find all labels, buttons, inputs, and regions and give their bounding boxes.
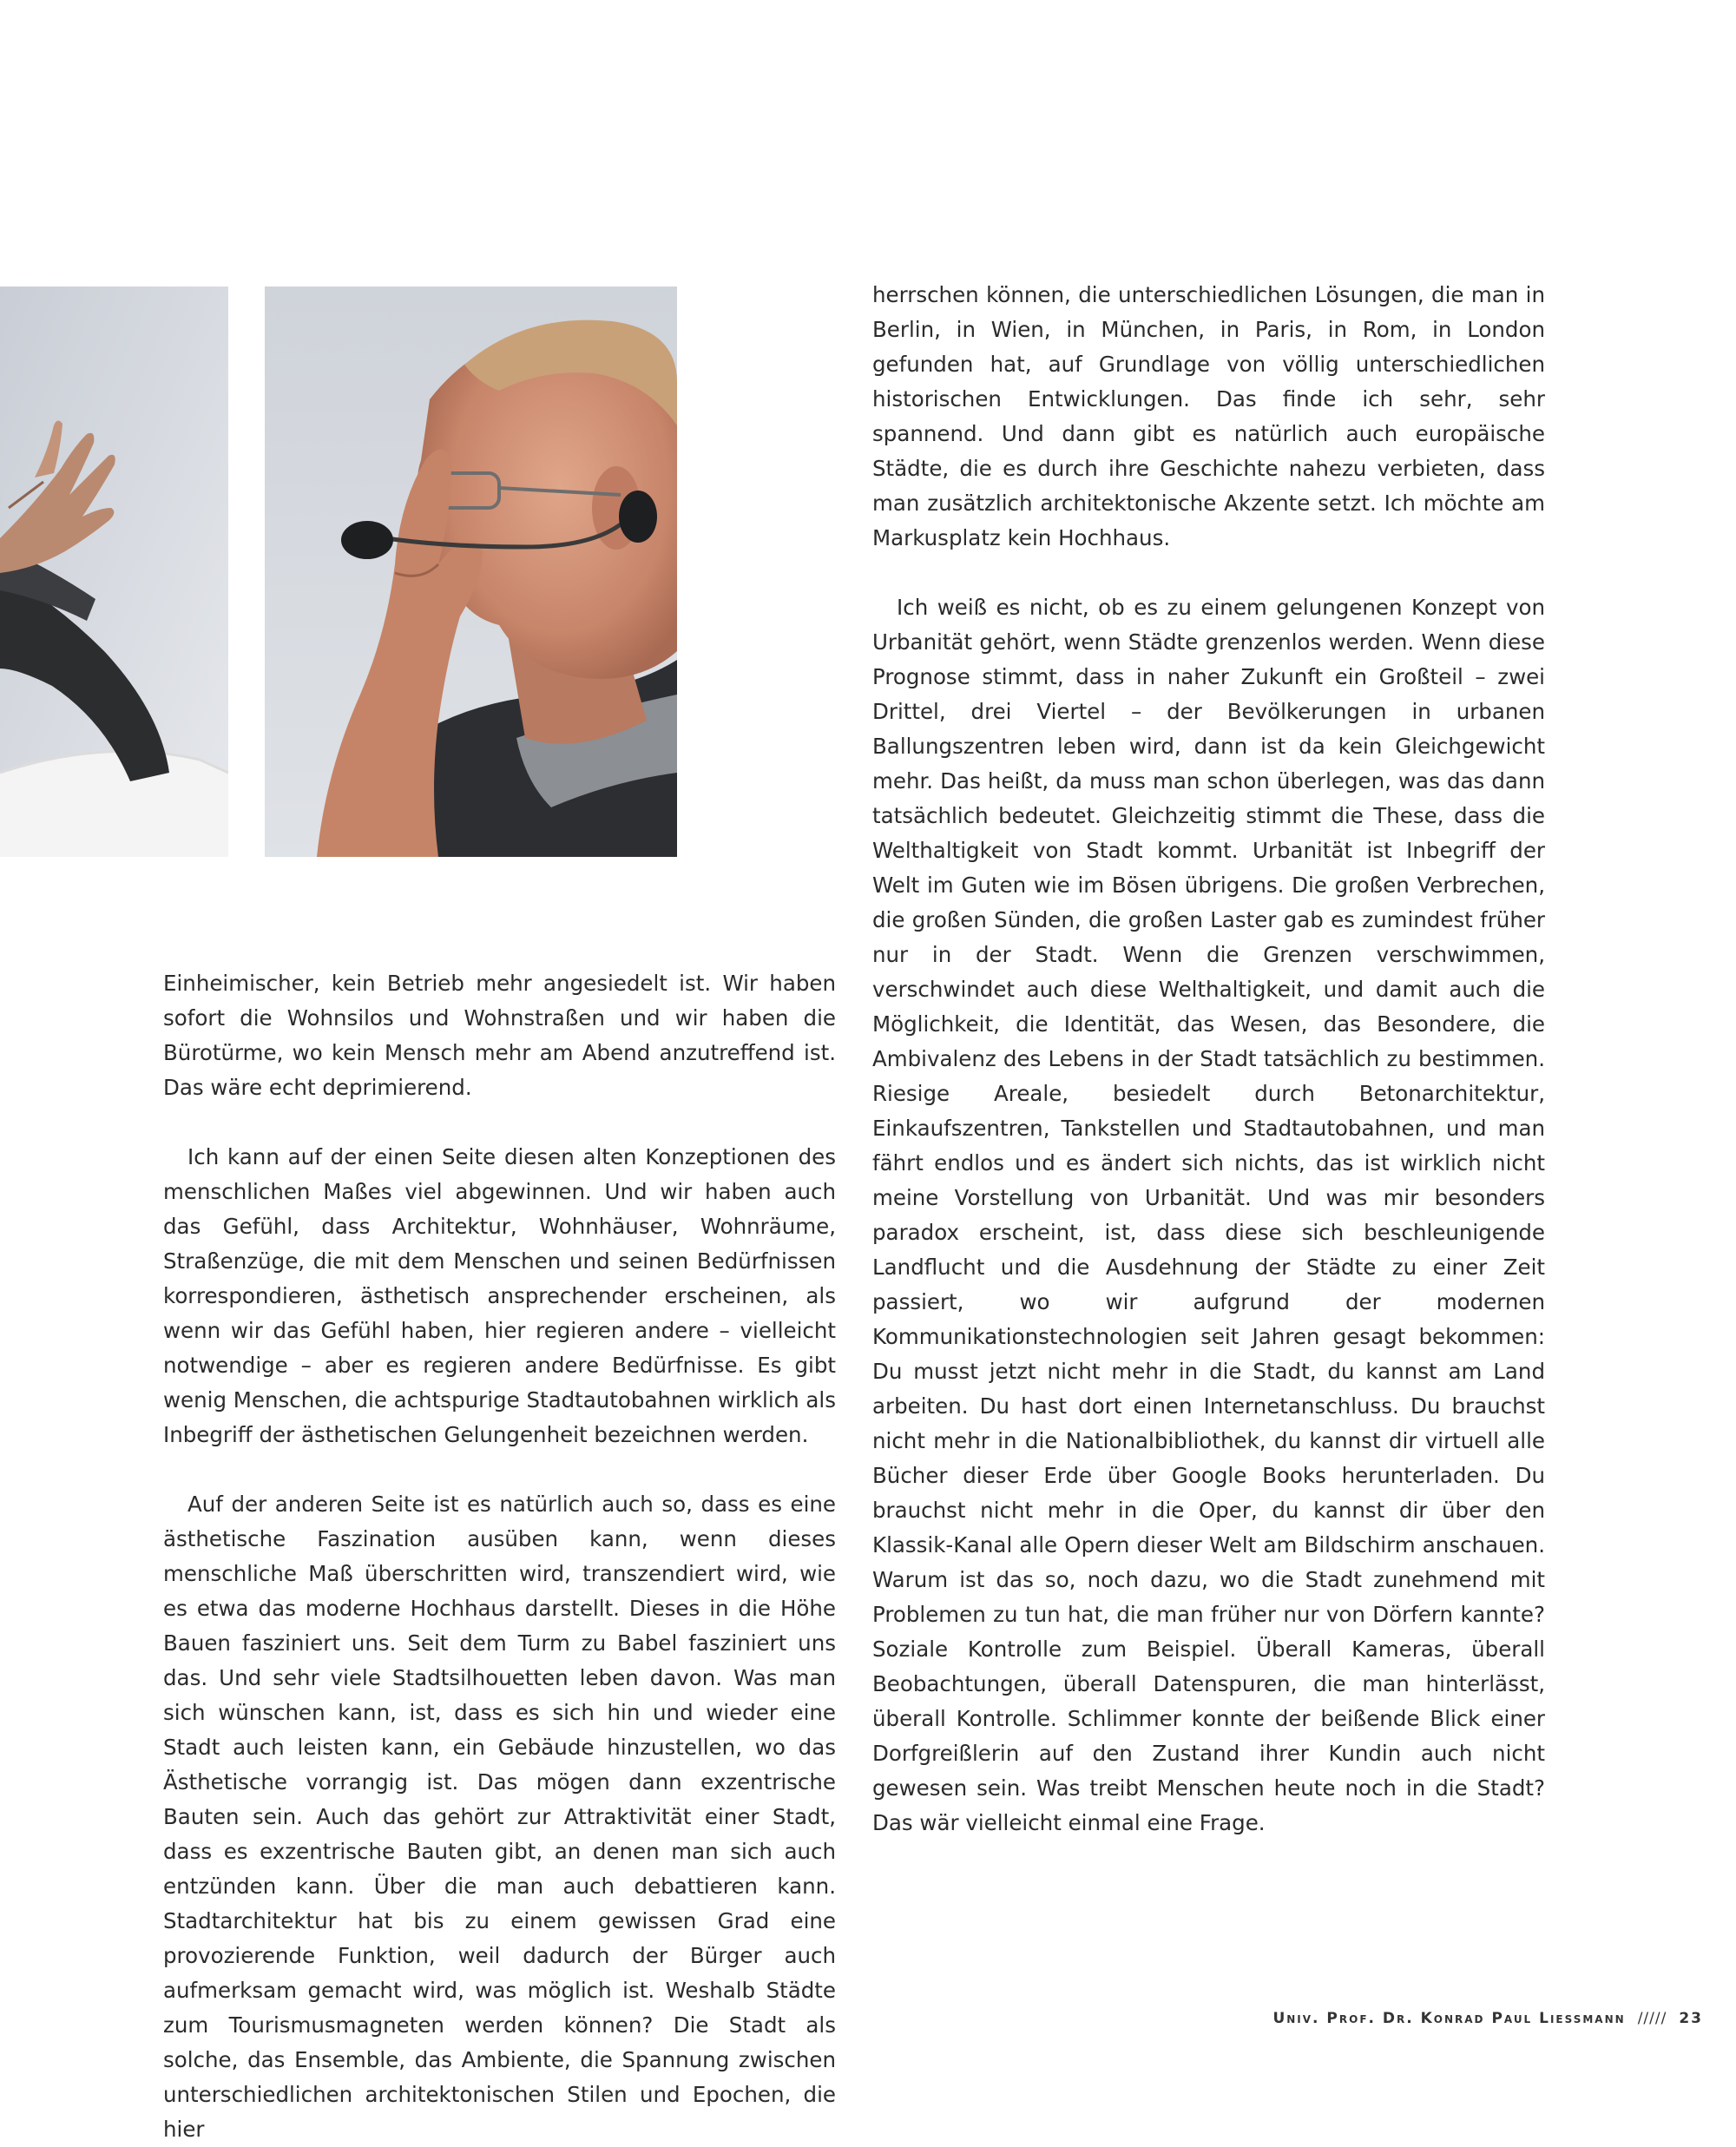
right-paragraph-2: Ich weiß es nicht, ob es zu einem gelungenen Konzept von Urbanität gehört, wenn Städte grenzenlos werden. Wenn diese Prognose stimmt, dass in naher Zukunft ein Großteil – zwei Drittel, drei Viertel – der Bevölkerungen in urbanen Ballungszentren leben wird, dann ist da kein Gleichgewicht mehr. Das heißt, da muss man schon überlegen, was das dann tatsächlich bedeutet. Gleichzeitig stimmt die These, dass die Welthaltigkeit von Stadt kommt. Urbanität ist Inbegriff der Welt im Guten wie im Bösen übrigens. Die großen Verbrechen, die großen Sünden, die großen Laster gab es zumindest früher nur in der Stadt. Wenn die Grenzen verschwimmen, verschwindet auch diese Welthaltigkeit, und damit auch die Möglichkeit, die Identität, das Wesen, das Besondere, die Ambivalenz des Lebens in der Stadt tatsächlich zu bestimmen. Riesige Areale, besiedelt durch Betonarchitektur, Einkaufszentren, Tankstellen und Stadtautobahnen, und man fährt endlos und es ändert sich nichts, das ist wirklich nicht meine Vorstellung von Urbanität. Und was mir besonders paradox erscheint, ist, dass diese sich beschleunigende Landflucht und die Ausdehnung der Städte zu einer Zeit passiert, wo wir aufgrund der modernen Kommunikationstechnologien seit Jahren gesagt bekommen: Du musst jetzt nicht mehr in die Stadt, du kannst am Land arbeiten. Du hast dort einen Internetanschluss. Du brauchst nicht mehr in die Nationalbibliothek, du kannst dir virtuell alle Bücher dieser Erde über Google Books herunterladen. Du brauchst nicht mehr in die Oper, du kannst dir über den Klassik-Kanal alle Opern dieser Welt am Bildschirm anschauen. Warum ist das so, noch dazu, wo die Stadt zunehmend mit Problemen zu tun hat, die man früher nur von Dörfern kannte? Soziale Kontrolle zum Beispiel. Überall Kameras, überall Beobachtungen, überall Datenspuren, die man hinterlässt, überall Kontrolle. Schlimmer konnte der beißende Blick einer Dorfgreißlerin auf den Zustand ihrer Kundin auch nicht gewesen sein. Was treibt Menschen heute noch in die Stadt? Das wär vielleicht einmal eine Frage. — [872, 595, 1545, 1835]
right-paragraph-1: herrschen können, die unterschiedlichen Lösungen, die man in Berlin, in Wien, in München, in Paris, in Rom, in London gefunden hat, auf Grundlage von völlig unterschiedlichen historischen Entwicklungen. Das finde ich sehr, sehr spannend. Und dann gibt es natürlich auch europäische Städte, die es durch ihre Geschichte nahezu verbieten, dass man zusätzlich architektonische Akzente setzt. Ich möchte am Markusplatz kein Hochhaus. — [872, 282, 1545, 550]
footer-separator: ///// — [1637, 2010, 1667, 2027]
page-number: 23 — [1679, 2010, 1703, 2027]
left-text-column — [163, 966, 836, 2147]
photo-man-headset — [265, 286, 677, 857]
photo-man-headset-image — [265, 286, 677, 857]
photo-hand-gesture-image — [0, 286, 228, 857]
page-footer — [1272, 2010, 1703, 2027]
left-paragraph-2: Ich kann auf der einen Seite diesen alten Konzeptionen des menschlichen Maßes viel abgewinnen. Und wir haben auch das Gefühl, dass Architektur, Wohnhäuser, Wohnräume, Straßenzüge, die mit dem Menschen und seinen Bedürfnissen korrespondieren, ästhetisch ansprechender erscheinen, als wenn wir das Gefühl haben, hier regieren andere – vielleicht notwendige – aber es regieren andere Bedürfnisse. Es gibt wenig Menschen, die achtspurige Stadtautobahnen wirklich als Inbegriff der ästhetischen Gelungenheit bezeichnen werden. — [163, 1144, 837, 1447]
left-paragraph-3: Auf der anderen Seite ist es natürlich auch so, dass es eine ästhetische Faszination ausüben kann, wenn dieses menschliche Maß überschritten wird, transzendiert wird, wie es etwa das moderne Hochhaus darstellt. Dieses in die Höhe Bauen fasziniert uns. Seit dem Turm zu Babel fasziniert uns das. Und sehr viele Stadtsilhouetten leben davon. Was man sich wünschen kann, ist, dass es sich hin und wieder eine Stadt auch leisten kann, ein Gebäude hinzustellen, wo das Ästhetische vorrangig ist. Das mögen dann exzentrische Bauten sein. Auch das gehört zur Attraktivität einer Stadt, dass es exzentrische Bauten gibt, an denen man sich auch entzünden kann. Über die man auch debattieren kann. Stadtarchitektur hat bis zu einem gewissen Grad eine provozierende Funktion, weil dadurch der Bürger auch aufmerksam gemacht wird, was möglich ist. Weshalb Städte zum Tourismusmagneten werden können? Die Stadt als solche, das Ensemble, das Ambiente, die Spannung zwischen unterschiedlichen architektonischen Stilen und Epochen, die hier — [163, 1492, 836, 2142]
left-paragraph-1: Einheimischer, kein Betrieb mehr angesiedelt ist. Wir haben sofort die Wohnsilos und Wohnstraßen und wir haben die Bürotürme, wo kein Mensch mehr am Abend anzutreffend ist. Das wäre echt deprimierend. — [163, 971, 836, 1100]
footer-author: Univ. Prof. Dr. Konrad Paul Liessmann — [1272, 2010, 1626, 2027]
photo-hand-gesture — [0, 286, 228, 857]
right-text-column — [872, 278, 1545, 1841]
